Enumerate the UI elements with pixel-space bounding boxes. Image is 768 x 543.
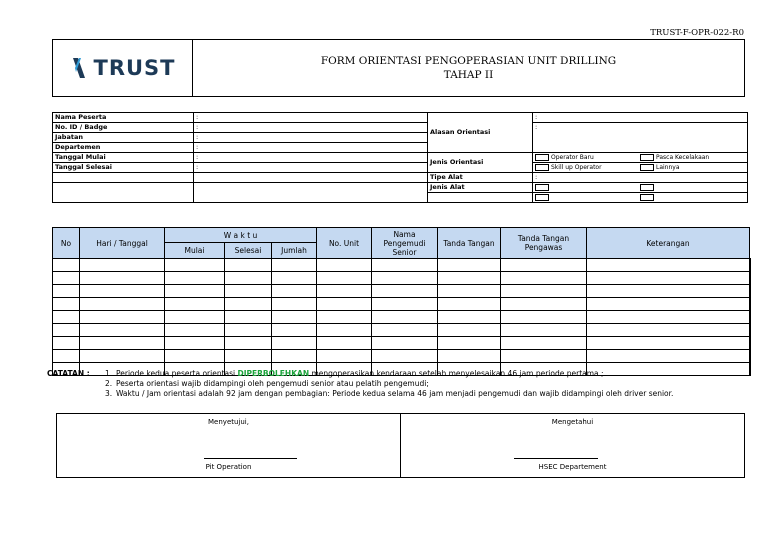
col-hari-tanggal: Hari / Tanggal [80, 228, 165, 259]
table-cell[interactable] [317, 350, 372, 363]
trust-logo-icon [70, 56, 88, 80]
info-value-empty[interactable] [194, 173, 428, 183]
table-cell[interactable] [587, 285, 750, 298]
table-cell[interactable] [750, 285, 751, 298]
table-row [53, 272, 751, 285]
table-cell[interactable] [750, 311, 751, 324]
table-cell[interactable] [372, 298, 438, 311]
table-row [53, 324, 751, 337]
note-text: Periode kedua peserta orientasi [116, 369, 238, 378]
table-cell[interactable] [317, 337, 372, 350]
table-cell[interactable] [501, 298, 587, 311]
table-cell[interactable] [438, 298, 501, 311]
table-cell[interactable] [272, 298, 317, 311]
note-item [105, 389, 745, 399]
table-cell[interactable] [372, 324, 438, 337]
table-row [53, 350, 751, 363]
form-title-line1: FORM ORIENTASI PENGOPERASIAN UNIT DRILLING [320, 55, 617, 67]
jenis-alat-slot [535, 193, 640, 202]
participant-info-table [52, 112, 748, 203]
note-item [105, 369, 745, 379]
table-cell[interactable] [80, 337, 165, 350]
signature-line[interactable] [204, 458, 297, 459]
table-cell[interactable] [80, 324, 165, 337]
table-cell[interactable] [438, 324, 501, 337]
col-jumlah: Jumlah [272, 243, 317, 259]
option-lainnya[interactable] [640, 163, 745, 172]
logo [53, 40, 193, 96]
option-operator-baru[interactable] [535, 153, 640, 162]
signature-line[interactable] [514, 458, 598, 459]
table-cell[interactable] [53, 337, 80, 350]
col-tanda-tangan: Tanda Tangan [438, 228, 501, 259]
table-cell[interactable] [438, 337, 501, 350]
option-label: Lainnya [656, 164, 680, 171]
table-cell[interactable] [372, 337, 438, 350]
jenis-orientasi-label: Jenis Orientasi [428, 153, 533, 173]
alasan-value[interactable]: : [533, 113, 748, 123]
table-cell[interactable] [501, 311, 587, 324]
table-cell[interactable] [80, 259, 165, 272]
checkbox[interactable] [640, 164, 654, 171]
table-row [53, 337, 751, 350]
info-value[interactable]: : [194, 123, 428, 133]
note-text: mengoperasikan kendaraan setelah menyelesaikan 46 jam periode pertama ; [309, 369, 604, 378]
table-cell[interactable] [53, 285, 80, 298]
table-cell[interactable] [438, 285, 501, 298]
table-cell[interactable] [225, 337, 272, 350]
tipe-alat-label: Tipe Alat [428, 173, 533, 183]
table-cell[interactable] [225, 324, 272, 337]
table-cell[interactable] [750, 337, 751, 350]
table-cell[interactable] [53, 298, 80, 311]
info-value-empty[interactable] [194, 183, 428, 203]
signature-role: HSEC Departement [538, 463, 607, 471]
info-label: Tanggal Selesai [53, 163, 194, 173]
info-label-empty [53, 173, 194, 183]
table-cell[interactable] [272, 350, 317, 363]
table-row [53, 259, 751, 272]
info-label: Nama Peserta [53, 113, 194, 123]
info-label: No. ID / Badge [53, 123, 194, 133]
form-title [193, 40, 744, 96]
info-label: Jabatan [53, 133, 194, 143]
table-cell[interactable] [53, 311, 80, 324]
table-cell[interactable] [225, 311, 272, 324]
info-label: Tanggal Mulai [53, 153, 194, 163]
table-cell[interactable] [587, 298, 750, 311]
info-value[interactable]: : [194, 113, 428, 123]
table-cell[interactable] [438, 272, 501, 285]
table-cell[interactable] [317, 272, 372, 285]
info-value[interactable]: : [194, 143, 428, 153]
table-cell[interactable] [317, 324, 372, 337]
info-label-empty [53, 183, 194, 203]
table-cell[interactable] [750, 350, 751, 363]
jenis-alat-slot [640, 183, 745, 192]
note-number: 3. [105, 389, 113, 398]
col-waktu: W a k t u [165, 228, 317, 243]
signature-role: Pit Operation [205, 463, 252, 471]
table-cell[interactable] [165, 272, 225, 285]
signature-box [56, 413, 745, 478]
table-cell[interactable] [225, 350, 272, 363]
signature-head: Mengetahui [551, 418, 594, 426]
table-cell[interactable] [53, 350, 80, 363]
col-pengemudi: Nama Pengemudi Senior [372, 228, 438, 259]
jenis-alat-label: Jenis Alat [428, 183, 533, 193]
table-row [53, 298, 751, 311]
checkbox[interactable] [640, 194, 654, 201]
table-cell[interactable] [317, 259, 372, 272]
table-cell[interactable] [80, 285, 165, 298]
table-cell[interactable] [165, 350, 225, 363]
table-cell[interactable] [501, 337, 587, 350]
table-cell[interactable] [272, 285, 317, 298]
table-cell[interactable] [53, 272, 80, 285]
table-cell[interactable] [501, 259, 587, 272]
table-cell[interactable] [372, 272, 438, 285]
note-text: Waktu / Jam orientasi adalah 92 jam dengan pembagian: Periode kedua selama 46 jam menjadi pengemudi dan wajib didampingi oleh driver senior. [116, 389, 674, 398]
table-cell[interactable] [317, 311, 372, 324]
col-no: No [53, 228, 80, 259]
jenis-alat-row [533, 183, 748, 193]
table-cell[interactable] [587, 324, 750, 337]
option-label: Skill up Operator [551, 164, 602, 171]
notes-tag: CATATAN : [47, 369, 90, 378]
table-cell[interactable] [272, 337, 317, 350]
table-cell[interactable] [501, 272, 587, 285]
table-cell[interactable] [225, 272, 272, 285]
jenis-options-row [533, 163, 748, 173]
option-pasca-kecelakaan[interactable] [640, 153, 745, 162]
checkbox[interactable] [640, 184, 654, 191]
col-selesai: Selesai [225, 243, 272, 259]
table-row [53, 311, 751, 324]
note-emphasis: DIPERBOLEHKAN [237, 369, 310, 378]
table-cell[interactable] [372, 285, 438, 298]
col-pengawas: Tanda Tangan Pengawas [501, 228, 587, 259]
logo-text: TRUST [93, 56, 176, 80]
table-cell[interactable] [438, 311, 501, 324]
table-cell[interactable] [80, 311, 165, 324]
table-cell[interactable] [587, 311, 750, 324]
table-cell[interactable] [165, 311, 225, 324]
orientation-log-table [52, 227, 751, 376]
table-cell[interactable] [750, 324, 751, 337]
info-label: Departemen [53, 143, 194, 153]
table-cell[interactable] [272, 272, 317, 285]
jenis-options-row [533, 153, 748, 163]
table-cell[interactable] [501, 350, 587, 363]
info-value[interactable]: : [194, 153, 428, 163]
table-cell[interactable] [750, 298, 751, 311]
form-title-line2: TAHAP II [443, 69, 494, 81]
table-cell[interactable] [317, 285, 372, 298]
table-cell[interactable] [587, 350, 750, 363]
table-cell[interactable] [372, 311, 438, 324]
table-cell[interactable] [501, 324, 587, 337]
table-cell[interactable] [750, 272, 751, 285]
table-cell[interactable] [272, 324, 317, 337]
option-label: Pasca Kecelakaan [656, 154, 710, 161]
signature-approve [57, 414, 400, 477]
info-value[interactable]: : [194, 133, 428, 143]
table-cell[interactable] [587, 259, 750, 272]
jenis-alat-slot [535, 183, 640, 192]
table-cell[interactable] [225, 285, 272, 298]
jenis-alat-slot [640, 193, 745, 202]
table-cell[interactable] [750, 259, 751, 272]
table-cell[interactable] [80, 350, 165, 363]
alasan-label: Alasan Orientasi [428, 113, 533, 153]
checkbox[interactable] [640, 154, 654, 161]
table-cell[interactable] [165, 337, 225, 350]
table-cell[interactable] [225, 298, 272, 311]
info-value[interactable]: : [194, 163, 428, 173]
tipe-alat-value[interactable]: : [533, 173, 748, 183]
note-number: 2. [105, 379, 113, 388]
note-item [105, 379, 745, 389]
signature-acknowledge [400, 414, 744, 477]
table-cell[interactable] [587, 272, 750, 285]
table-cell[interactable] [317, 298, 372, 311]
table-cell[interactable] [225, 259, 272, 272]
table-cell[interactable] [438, 259, 501, 272]
table-cell[interactable] [165, 259, 225, 272]
col-mulai: Mulai [165, 243, 225, 259]
table-cell[interactable] [272, 311, 317, 324]
note-text: Peserta orientasi wajib didampingi oleh pengemudi senior atau pelatih pengemudi; [116, 379, 429, 388]
document-code: TRUST-F-OPR-022-R0 [650, 28, 744, 38]
table-cell[interactable] [372, 350, 438, 363]
alasan-value[interactable]: : [533, 123, 748, 153]
table-cell[interactable] [53, 259, 80, 272]
table-cell[interactable] [165, 298, 225, 311]
checkbox[interactable] [535, 194, 549, 201]
table-cell[interactable] [80, 298, 165, 311]
table-cell[interactable] [372, 259, 438, 272]
table-cell[interactable] [272, 259, 317, 272]
table-row [53, 285, 751, 298]
option-label: Operator Baru [551, 154, 594, 161]
table-cell[interactable] [53, 324, 80, 337]
col-keterangan: Keterangan [587, 228, 750, 259]
table-cell[interactable] [80, 272, 165, 285]
table-cell[interactable] [750, 363, 751, 376]
col-no-unit: No. Unit [317, 228, 372, 259]
checkbox[interactable] [535, 184, 549, 191]
option-skill-up[interactable] [535, 163, 640, 172]
checkbox[interactable] [535, 164, 549, 171]
table-cell[interactable] [165, 324, 225, 337]
table-cell[interactable] [587, 337, 750, 350]
info-label-empty [428, 193, 533, 203]
checkbox[interactable] [535, 154, 549, 161]
table-cell[interactable] [165, 285, 225, 298]
table-cell[interactable] [438, 350, 501, 363]
notes-list [105, 369, 745, 399]
jenis-alat-row [533, 193, 748, 203]
signature-head: Menyetujui, [208, 418, 249, 426]
table-cell[interactable] [501, 285, 587, 298]
form-header [52, 39, 745, 97]
note-number: 1. [105, 369, 113, 378]
